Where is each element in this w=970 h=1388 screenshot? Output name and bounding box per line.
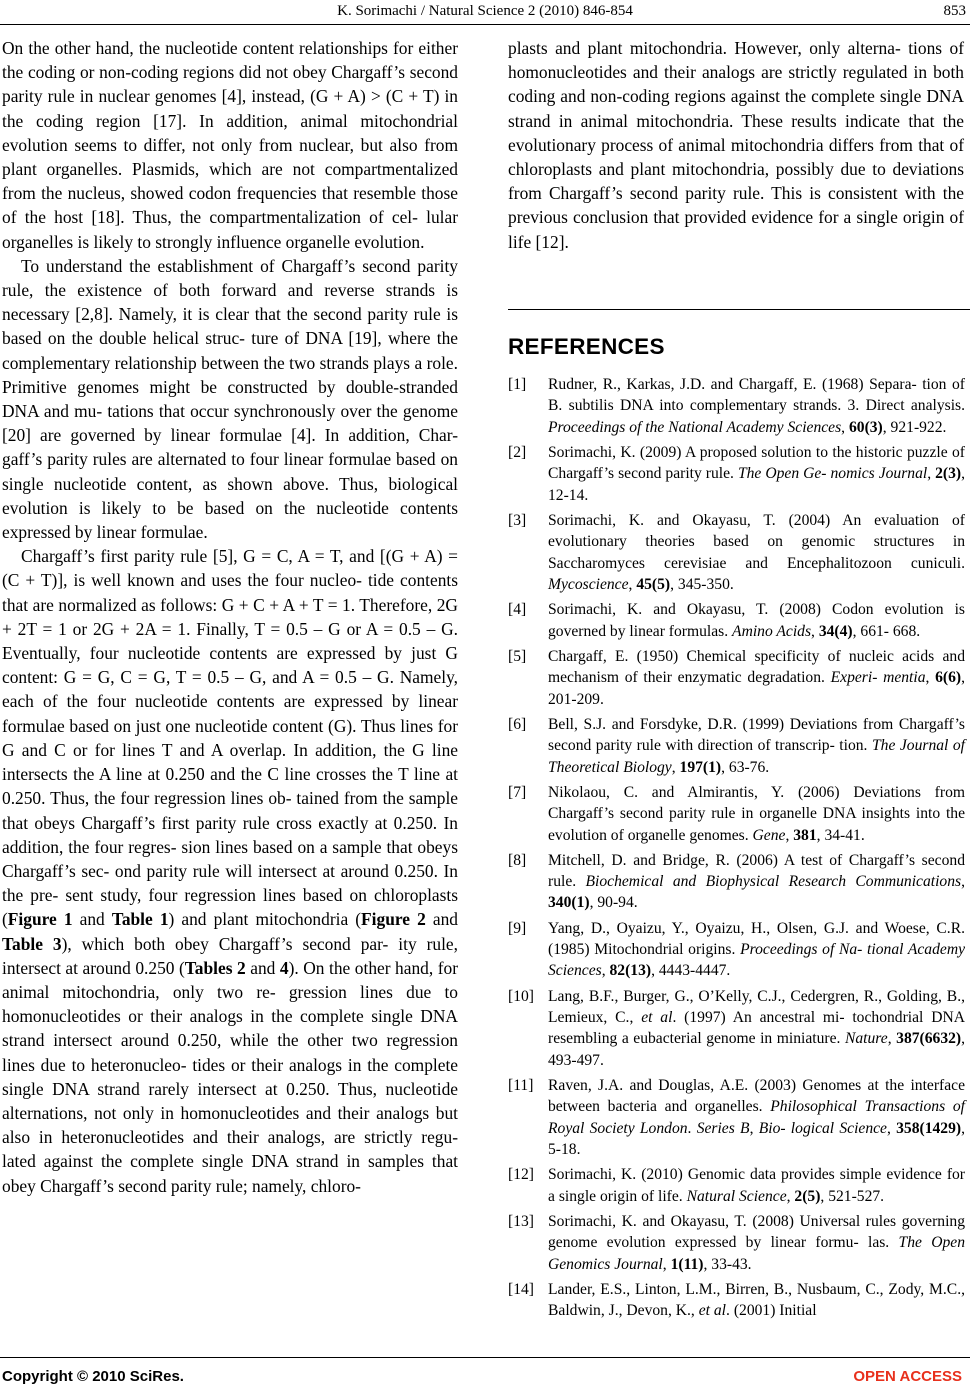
- reference-number: [6]: [508, 715, 527, 733]
- bold-text: 197(1): [679, 758, 722, 776]
- italic-text: Biochemical and Biophysical Research Communications: [585, 873, 962, 891]
- reference-item: [508, 374, 965, 438]
- text-run: ,: [662, 1255, 671, 1273]
- text-run: On the other hand, the nucleotide content relationships for either the coding or non-coding regions did not obey Chargaff’s second parity rule in nuclear genomes [4], instead, (G + A) > (C + T) in the coding region [17]. In addition, animal mitochondrial evolution seems to differ, not only from nuclear, but also from plant organelles. Plasmids, which are not compartmentalized from the nucleus, showed codon frequencies that resemble those of the host [18]. Thus, the compartmentalization of cel- lular organelles is likely to strongly influence organelle evolution.: [2, 38, 458, 252]
- reference-item: [508, 850, 965, 914]
- italic-text: Natural Science: [686, 1187, 787, 1205]
- reference-number: [9]: [508, 919, 527, 937]
- text-run: , 34-41.: [816, 826, 865, 844]
- reference-number: [4]: [508, 601, 527, 619]
- reference-text: [548, 444, 965, 504]
- paragraph-continued: plasts and plant mitochondria. However, only alterna- tions of homonucleotides and their analogs are strictly regulated in both coding and non-coding regions against the complete single DNA strand in animal mitochondria. These results indicate that the evolutionary process of animal mitochondria differs from that of chloroplasts and plant mitochondria, possibly due to deviations from Chargaff’s second parity rule. This is consistent with the previous conclusion that provided evidence for a single origin of life [12].: [508, 38, 964, 252]
- reference-number: [13]: [508, 1213, 534, 1231]
- copyright-notice: Copyright © 2010 SciRes.: [2, 1368, 184, 1385]
- reference-item: [508, 1164, 965, 1207]
- reference-text: [548, 1166, 965, 1204]
- text-run: , 90-94.: [589, 894, 638, 912]
- left-column: [2, 36, 458, 1198]
- text-run: Chargaff, E. (1950) Chemical specificity of nucleic acids and mechanism of their enzymatic degradation.: [548, 647, 965, 687]
- text-run: Sorimachi, K. (2009) A proposed solution to the historic puzzle of Chargaff’s second parity rule.: [548, 443, 965, 483]
- text-run: ,: [811, 622, 819, 640]
- bold-text: 358(1429): [896, 1119, 962, 1137]
- reference-text: [548, 601, 965, 639]
- text-run: , 63-76.: [721, 758, 770, 776]
- reference-text: [548, 512, 965, 593]
- references-heading: REFERENCES: [508, 334, 665, 359]
- text-run: , 201-209.: [548, 669, 965, 708]
- reference-text: [548, 1213, 965, 1273]
- text-run: Lander, E.S., Linton, L.M., Birren, B., Nusbaum, C., Zody, M.C., Baldwin, J., Devon, K.,: [548, 1281, 965, 1320]
- italic-text: Gene: [752, 826, 786, 844]
- text-run: Raven, J.A. and Douglas, A.E. (2003) Genomes at the interface between bacteria and organelles.: [548, 1077, 965, 1116]
- text-run: ,: [887, 1030, 897, 1048]
- text-run: ,: [925, 669, 936, 687]
- italic-text: Proceedings of Na- tional Academy Sciences: [548, 941, 966, 980]
- italic-text: The Open Genomics Journal: [548, 1234, 965, 1273]
- reference-item: [508, 1075, 965, 1160]
- reference-number: [2]: [508, 443, 527, 461]
- italic-text: Proceedings of the National Academy Sciences: [548, 418, 842, 436]
- reference-number: [7]: [508, 783, 527, 801]
- text-run: ) and plant mitochondria (: [168, 909, 362, 930]
- bold-text: 4: [279, 957, 289, 978]
- text-run: ,: [786, 1187, 795, 1205]
- text-run: and: [72, 909, 112, 930]
- italic-text: Mycoscience: [548, 575, 629, 593]
- bold-text: Figure 2: [361, 909, 426, 930]
- text-run: ,: [749, 1119, 759, 1137]
- reference-item: [508, 1211, 965, 1275]
- reference-text: [548, 988, 965, 1069]
- reference-number: [11]: [508, 1077, 534, 1095]
- section-divider: [508, 309, 970, 310]
- reference-number: [1]: [508, 376, 527, 393]
- italic-text: Bio- logical Science: [758, 1119, 887, 1137]
- running-title: K. Sorimachi / Natural Science 2 (2010) 846-854: [337, 3, 633, 19]
- bold-text: 1(11): [670, 1255, 704, 1273]
- text-run: , 5-18.: [548, 1119, 965, 1159]
- reference-item: [508, 782, 965, 846]
- reference-item: [508, 986, 965, 1071]
- italic-text: Experi- mentia: [830, 669, 926, 687]
- text-run: To understand the establishment of Chargaff’s second parity rule, the existence of both forward and reverse strands is necessary [2,8]. Namely, it is clear that the second parity rule is based on the double helical struc- ture of DNA [19], where the complementary relationship between the two strands plays a role. Primitive genomes might be constructed by double-stranded DNA and mu- tations that occur synchronously over the genome [20] are governed by linear formulae [4]. In addition, Char- gaff’s parity rules are alternated to four linear formulae based on single nucleotide content, as shown above. Thus, biological evolution is likely to be based on the nucleotide contents expressed by linear formulae.: [2, 255, 458, 543]
- reference-text: [548, 1281, 965, 1319]
- text-run: Sorimachi, K. and Okayasu, T. (2008) Universal rules governing genome evolution expressed by linear formu- las.: [548, 1213, 965, 1252]
- reference-text: [548, 648, 965, 708]
- italic-text: Philosophical Transactions of Royal Society London: [548, 1098, 965, 1137]
- text-run: Nikolaou, C. and Almirantis, Y. (2006) Deviations from Chargaff’s second parity rule in organelle DNA insights into the evolution of organelle genomes.: [548, 783, 965, 844]
- text-run: . (2001) Initial: [726, 1302, 817, 1320]
- reference-item: [508, 442, 965, 506]
- reference-text: [548, 376, 965, 436]
- text-run: , 12-14.: [548, 465, 965, 504]
- open-access-label: OPEN ACCESS: [853, 1368, 962, 1385]
- page-number: 853: [943, 3, 966, 19]
- reference-text: [548, 716, 965, 776]
- text-run: , 493-497.: [548, 1030, 966, 1069]
- reference-text: [548, 784, 965, 844]
- italic-text: et al: [641, 1009, 673, 1027]
- bold-text: 45(5): [636, 575, 671, 593]
- reference-number: [14]: [508, 1281, 534, 1299]
- reference-item: [508, 510, 965, 595]
- reference-item: [508, 714, 965, 778]
- reference-item: [508, 918, 965, 982]
- reference-number: [3]: [508, 511, 527, 529]
- text-run: Rudner, R., Karkas, J.D. and Chargaff, E. (1968) Separa- tion of B. subtilis DNA into complementary strands. 3. Direct analysis.: [548, 376, 965, 415]
- paragraph-2: [2, 254, 458, 544]
- text-run: , 521-527.: [820, 1187, 885, 1205]
- text-run: , 661- 668.: [852, 622, 921, 640]
- page-footer: [0, 1357, 970, 1388]
- bold-text: 34(4): [818, 622, 853, 640]
- page-header: [0, 0, 970, 25]
- text-run: ). On the other hand, for animal mitochondria, only two re- gression lines due to homonucleotides or their analogs in the complete single DNA strand intersect around 0.250, while the other two regression lines due to heteronucleo- tides or their analogs in the complete single DNA strand rarely intersect at 0.250. Thus, nucleotide alternations, not only in homonucleotides and their analogs but also in heteronucleotides and their analogs, are strictly regu- lated against the complete single DNA strand in samples that obey Chargaff’s second parity rule; namely, chloro-: [2, 957, 459, 1196]
- reference-number: [10]: [508, 987, 534, 1005]
- bold-text: 340(1): [548, 894, 590, 912]
- text-run: , 4443-4447.: [651, 962, 731, 980]
- italic-text: The Open Ge- nomics Journal: [737, 465, 928, 483]
- text-run: ), which both obey Chargaff’s second par- ity rule, intersect at around 0.250 (: [2, 933, 458, 978]
- reference-text: [548, 920, 965, 980]
- bold-text: 60(3): [848, 418, 883, 436]
- reference-text: [548, 1077, 965, 1158]
- text-run: ,: [961, 873, 965, 891]
- paragraph-3: [2, 544, 458, 1197]
- text-run: Sorimachi, K. and Okayasu, T. (2004) An evaluation of evolutionary theories based on genomic structures in Saccharomyces cerevisiae and Encephalitozoon cuniculi.: [548, 511, 965, 572]
- reference-item: [508, 646, 965, 710]
- italic-text: The Journal of Theoretical Biology: [548, 737, 965, 776]
- text-run: ,: [671, 758, 680, 776]
- text-run: Lang, B.F., Burger, G., O’Kelly, C.J., Cedergren, R., Golding, B., Lemieux, C.,: [548, 987, 965, 1027]
- bold-text: Tables 2: [184, 957, 246, 978]
- text-run: Yang, D., Oyaizu, Y., Oyaizu, H., Olsen, G.J. and Woese, C.R. (1985) Mitochondrial origins.: [548, 919, 965, 959]
- text-run: Mitchell, D. and Bridge, R. (2006) A test of Chargaff’s second rule.: [548, 851, 965, 891]
- bold-text: Figure 1: [7, 909, 73, 930]
- italic-text: Amino Acids: [732, 622, 812, 640]
- bold-text: 6(6): [935, 669, 962, 687]
- text-run: ,: [886, 1119, 897, 1137]
- text-run: ,: [841, 418, 849, 436]
- reference-number: [12]: [508, 1166, 534, 1184]
- italic-text: et al: [698, 1302, 727, 1320]
- bold-text: 381: [793, 826, 817, 844]
- reference-item: [508, 599, 965, 642]
- italic-text: Nature: [844, 1030, 888, 1048]
- text-run: , 345-350.: [670, 575, 734, 593]
- text-run: .: [687, 1119, 697, 1137]
- italic-text: Series B: [696, 1119, 750, 1137]
- bold-text: 2(3): [935, 465, 962, 483]
- text-run: . (1997) An ancestral mi- tochondrial DNA resembling a eubacterial genome in miniature.: [548, 1009, 965, 1048]
- paragraph-1: [2, 36, 458, 254]
- text-run: Sorimachi, K. (2010) Genomic data provides simple evidence for a single origin of life.: [548, 1166, 965, 1205]
- reference-number: [5]: [508, 647, 527, 665]
- text-run: Sorimachi, K. and Okayasu, T. (2008) Codon evolution is governed by linear formulas.: [548, 601, 965, 640]
- text-run: and: [425, 909, 458, 930]
- text-run: ,: [785, 826, 794, 844]
- reference-text: [548, 852, 965, 912]
- text-run: Bell, S.J. and Forsdyke, D.R. (1999) Deviations from Chargaff’s second parity rule with direction of transcrip- tion.: [548, 715, 965, 755]
- reference-list: [508, 374, 965, 1326]
- right-column: [508, 36, 964, 254]
- text-run: , 33-43.: [703, 1255, 752, 1273]
- bold-text: 2(5): [794, 1187, 821, 1205]
- bold-text: Table 3: [2, 933, 62, 954]
- bold-text: 387(6632): [896, 1030, 962, 1048]
- text-run: , 921-922.: [882, 418, 947, 436]
- reference-number: [8]: [508, 851, 527, 869]
- bold-text: 82(13): [609, 962, 652, 980]
- text-run: ,: [628, 575, 637, 593]
- bold-text: Table 1: [111, 909, 169, 930]
- text-run: Chargaff’s first parity rule [5], G = C, A = T, and [(G + A) = (C + T)], is well known and uses the four nucleo- tide contents that are normalized as follows: G + C + A + T = 1. Therefore, 2G + 2T = 1 or 2G + 2A = 1. Finally, T = 0.5 – G or A = 0.5 – G. Eventually, four nucleotide contents are expressed by just G content: G = G, C = G, T = 0.5 – G, and A = 0.5 – G. Namely, each of the four nucleotide contents are expressed by linear formulae based on just one nucleotide content (G). Thus lines for G and C or for lines T and A overlap. In addition, the G line intersects the A line at 0.250 and the C line crosses the T line at 0.250. Thus, the four regression lines ob- tained from the sample that obeys Chargaff’s first parity rule cross exactly at 0.250. In addition, the four regres- sion lines based on a sample that obeys Chargaff’s sec- ond parity rule will intersect at around 0.250. In the pre- sent study, four regression lines based on chloroplasts (: [2, 546, 458, 930]
- text-run: ,: [927, 465, 936, 483]
- text-run: and: [245, 957, 280, 978]
- reference-item: [508, 1279, 965, 1322]
- text-run: ,: [601, 962, 610, 980]
